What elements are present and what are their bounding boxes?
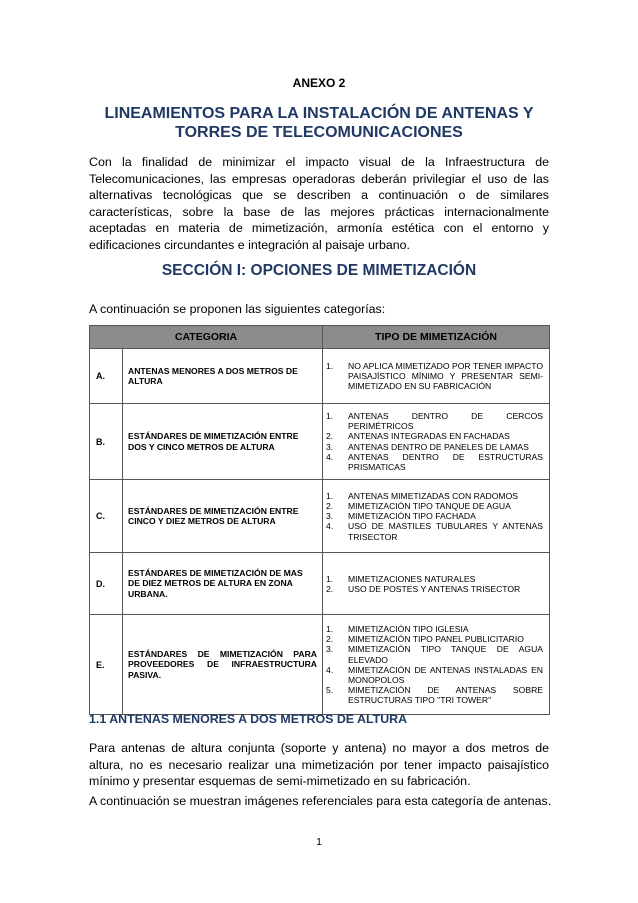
list-item — [323, 574, 543, 584]
row-letter: B. — [90, 404, 123, 480]
row-category: ESTÁNDARES DE MIMETIZACIÓN PARA PROVEEDORES DE INFRAESTRUCTURA PASIVA. — [123, 615, 323, 715]
list-item-number: 4. — [326, 521, 334, 532]
list-item-text: MIMETIZACIÓN TIPO IGLESIA — [348, 623, 469, 634]
list-item — [323, 442, 543, 452]
row-category: ANTENAS MENORES A DOS METROS DE ALTURA — [123, 349, 323, 404]
list-item-text: ANTENAS DENTRO DE CERCOS PERIMÉTRICOS — [348, 411, 544, 432]
list-item-text: MIMETIZACIÓN DE ANTENAS SOBRE ESTRUCTURAS TIPO "TRI TOWER" — [348, 685, 544, 706]
lead-text: A continuación se proponen las siguientes categorías: — [89, 302, 386, 316]
list-item-number: 3. — [326, 644, 334, 655]
types-list — [323, 574, 543, 594]
list-item-text: ANTENAS DENTRO DE PANELES DE LAMAS — [348, 441, 529, 452]
document-title: LINEAMIENTOS PARA LA INSTALACIÓN DE ANTENAS Y TORRES DE TELECOMUNICACIONES — [104, 105, 534, 141]
row-category: ESTÁNDARES DE MIMETIZACIÓN ENTRE DOS Y CINCO METROS DE ALTURA — [123, 404, 323, 480]
section-title: SECCIÓN I: OPCIONES DE MIMETIZACIÓN — [161, 262, 477, 279]
intro-paragraph: Con la finalidad de minimizar el impacto visual de la Infraestructura de Telecomunicaciones, las empresas operadoras deberán privilegiar el uso de las alternativas tecnológicas que se describen a continuación o de similares características, sobre la base de las mejores prácticas internacionalmente aceptadas en materia de mimetización, armonía estética con el entorno y edificaciones circundantes e integración al paisaje urbano. — [89, 155, 549, 252]
subsection-heading: 1.1 ANTENAS MENORES A DOS METROS DE ALTURA — [89, 712, 408, 726]
list-item-text: MIMETIZACIÓN TIPO FACHADA — [348, 511, 476, 522]
table-row — [90, 480, 550, 553]
list-item-number: 2. — [326, 500, 334, 511]
list-item — [323, 634, 543, 644]
categories-table — [89, 325, 550, 715]
types-list — [323, 624, 543, 706]
row-letter: D. — [90, 553, 123, 615]
row-types — [323, 349, 550, 404]
list-item-number: 2. — [326, 431, 334, 442]
list-item-text: MIMETIZACIÓN TIPO TANQUE DE AGUA — [348, 500, 511, 511]
row-letter: E. — [90, 615, 123, 715]
list-item-text: ANTENAS MIMETIZADAS CON RADOMOS — [348, 490, 518, 501]
list-item — [323, 511, 543, 521]
list-item-text: MIMETIZACIÓN DE ANTENAS INSTALADAS EN MONOPOLOS — [348, 664, 544, 685]
list-item-number: 1. — [326, 360, 334, 371]
list-item — [323, 665, 543, 685]
table-row — [90, 615, 550, 715]
types-list — [323, 411, 543, 472]
table-body — [90, 349, 550, 715]
list-item-number: 1. — [326, 573, 334, 584]
list-item-number: 3. — [326, 511, 334, 522]
table-row — [90, 553, 550, 615]
types-list — [323, 491, 543, 542]
table-header-row — [90, 326, 550, 349]
list-item-number: 4. — [326, 451, 334, 462]
header-tipo-mimetizacion: TIPO DE MIMETIZACIÓN — [323, 326, 550, 349]
list-item-text: ANTENAS INTEGRADAS EN FACHADAS — [348, 431, 510, 442]
row-letter: C. — [90, 480, 123, 553]
table-row — [90, 404, 550, 480]
list-item-text: MIMETIZACIONES NATURALES — [348, 573, 476, 584]
annex-label: ANEXO 2 — [292, 76, 346, 90]
list-item — [323, 521, 543, 541]
page-number: 1 — [316, 836, 322, 848]
list-item-number: 1. — [326, 411, 334, 421]
list-item — [323, 685, 543, 705]
types-list — [323, 361, 543, 392]
row-types — [323, 480, 550, 553]
list-item — [323, 501, 543, 511]
list-item — [323, 644, 543, 664]
list-item-number: 2. — [326, 634, 334, 645]
header-categoria: CATEGORIA — [90, 326, 323, 349]
list-item-text: NO APLICA MIMETIZADO POR TENER IMPACTO PAISAJÍSTICO MÍNIMO Y PRESENTAR SEMI-MIMETIZADO EN SU FABRICACIÓN — [348, 360, 544, 392]
list-item — [323, 584, 543, 594]
list-item — [323, 491, 543, 501]
list-item-text: MIMETIZACIÓN TIPO TANQUE DE AGUA ELEVADO — [348, 644, 544, 665]
row-types — [323, 553, 550, 615]
list-item — [323, 431, 543, 441]
row-category: ESTÁNDARES DE MIMETIZACIÓN DE MAS DE DIEZ METROS DE ALTURA EN ZONA URBANA. — [123, 553, 323, 615]
list-item — [323, 624, 543, 634]
list-item-text: USO DE MASTILES TUBULARES Y ANTENAS TRISECTOR — [348, 521, 544, 542]
list-item-number: 1. — [326, 623, 334, 634]
table-row — [90, 349, 550, 404]
row-types — [323, 615, 550, 715]
list-item-number: 1. — [326, 490, 334, 501]
list-item-number: 4. — [326, 664, 334, 675]
list-item — [323, 452, 543, 472]
list-item-text: MIMETIZACIÓN TIPO PANEL PUBLICITARIO — [348, 634, 524, 645]
list-item-number: 3. — [326, 441, 334, 452]
subsection-paragraph: Para antenas de altura conjunta (soporte y antena) no mayor a dos metros de altura, no es necesario realizar una mimetización por tener impacto paisajístico mínimo y presentar esquemas de semi-mimetizado en su fabricación. — [89, 741, 549, 789]
list-item-text: USO DE POSTES Y ANTENAS TRISECTOR — [348, 583, 521, 594]
row-category: ESTÁNDARES DE MIMETIZACIÓN ENTRE CINCO Y DIEZ METROS DE ALTURA — [123, 480, 323, 553]
list-item-number: 2. — [326, 583, 334, 594]
list-item-number: 5. — [326, 685, 334, 696]
row-letter: A. — [90, 349, 123, 404]
list-item — [323, 361, 543, 392]
row-types — [323, 404, 550, 480]
closing-paragraph: A continuación se muestran imágenes referenciales para esta categoría de antenas. — [89, 794, 552, 808]
list-item — [323, 411, 543, 431]
list-item-text: ANTENAS DENTRO DE ESTRUCTURAS PRISMATICAS — [348, 451, 544, 473]
